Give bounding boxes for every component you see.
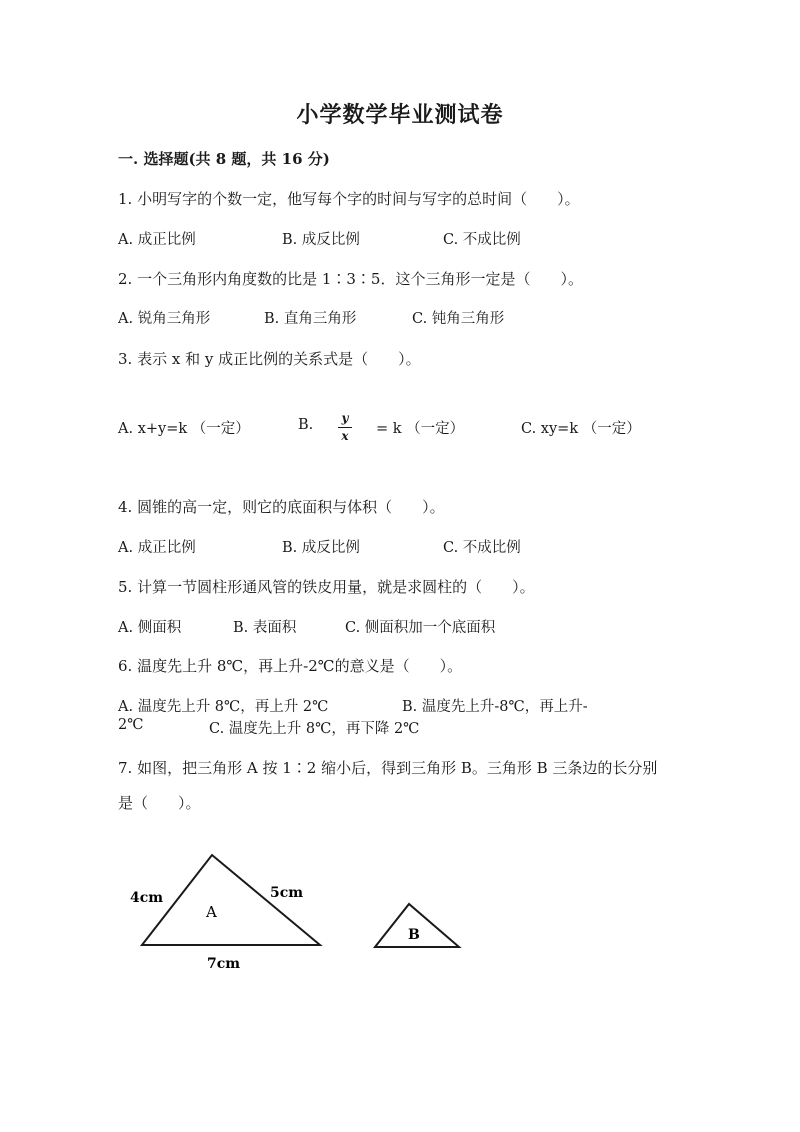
question-7-line-2: 是（ ）。 (118, 794, 201, 812)
triangle-a-label: A (206, 903, 217, 921)
question-7-line-1: 7. 如图，把三角形 A 按 1∶2 缩小后，得到三角形 B。三角形 B 三条边的长分别 (118, 759, 658, 777)
q6-option-b-continued: 2℃ (118, 717, 144, 733)
question-2: 2. 一个三角形内角度数的比是 1∶3∶5．这个三角形一定是（ ）。 (118, 270, 583, 288)
fraction-denominator: x (341, 429, 349, 443)
page-title: 小学数学毕业测试卷 (296, 102, 504, 128)
triangle-a-bottom-side-label: 7cm (207, 956, 241, 972)
question-5: 5. 计算一节圆柱形通风管的铁皮用量，就是求圆柱的（ ）。 (118, 578, 535, 596)
q3-option-b-fraction (338, 412, 352, 443)
q1-option-a[interactable]: A. 成正比例 (118, 232, 196, 248)
q1-option-c[interactable]: C. 不成比例 (443, 232, 521, 248)
section-heading: 一. 选择题(共 8 题，共 16 分) (118, 150, 330, 168)
q3-option-b-label[interactable]: B. (298, 417, 314, 433)
q2-option-a[interactable]: A. 锐角三角形 (118, 311, 211, 327)
q5-option-c[interactable]: C. 侧面积加一个底面积 (345, 620, 496, 636)
triangle-a-right-side-label: 5cm (270, 885, 304, 901)
triangle-a (130, 855, 320, 972)
triangle-a-left-side-label: 4cm (130, 890, 164, 906)
triangle-b (375, 904, 459, 947)
q3-option-b-equation: = k （一定） (376, 421, 465, 437)
triangle-b-label: B (408, 927, 420, 943)
q2-option-b[interactable]: B. 直角三角形 (264, 311, 357, 327)
q2-option-c[interactable]: C. 钝角三角形 (412, 311, 505, 327)
fraction-numerator: y (341, 411, 349, 425)
question-1: 1. 小明写字的个数一定，他写每个字的时间与写字的总时间（ ）。 (118, 190, 580, 208)
fraction-bar (338, 427, 352, 428)
question-3: 3. 表示 x 和 y 成正比例的关系式是（ ）。 (118, 350, 421, 368)
q3-option-c[interactable]: C. xy=k （一定） (521, 421, 641, 437)
triangle-figure (100, 840, 480, 980)
q6-option-b[interactable]: B. 温度先上升-8℃，再上升- (402, 699, 588, 715)
q6-option-c[interactable]: C. 温度先上升 8℃，再下降 2℃ (209, 721, 420, 737)
q4-option-c[interactable]: C. 不成比例 (443, 540, 521, 556)
q1-option-b[interactable]: B. 成反比例 (282, 232, 360, 248)
q4-option-a[interactable]: A. 成正比例 (118, 540, 196, 556)
q6-option-a[interactable]: A. 温度先上升 8℃，再上升 2℃ (118, 699, 329, 715)
q4-option-b[interactable]: B. 成反比例 (282, 540, 360, 556)
q5-option-b[interactable]: B. 表面积 (233, 620, 297, 636)
q5-option-a[interactable]: A. 侧面积 (118, 620, 182, 636)
q3-option-a[interactable]: A. x+y=k （一定） (118, 421, 250, 437)
question-6: 6. 温度先上升 8℃，再上升-2℃的意义是（ ）。 (118, 657, 463, 675)
question-4: 4. 圆锥的高一定，则它的底面积与体积（ ）。 (118, 498, 445, 516)
